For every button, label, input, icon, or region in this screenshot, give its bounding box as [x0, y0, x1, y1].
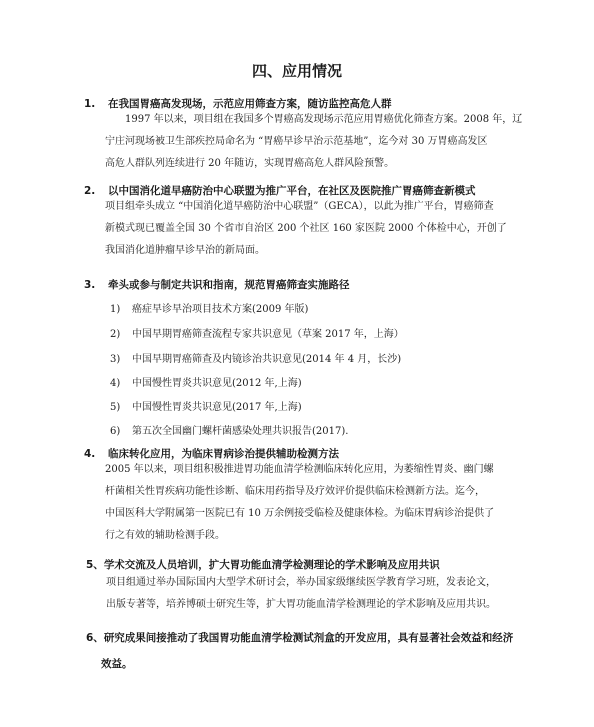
section-number: 2.	[84, 185, 96, 197]
section-number: 5、	[86, 559, 104, 571]
section-heading-text: 效益。	[101, 658, 133, 670]
section-6-heading	[86, 630, 513, 645]
paragraph-line: 我国消化道肿瘤早诊早治的新局面。	[105, 245, 265, 256]
list-item-text: 中国慢性胃炎共识意见(2012 年,上海)	[132, 378, 302, 389]
list-item-number: 4)	[110, 378, 121, 389]
paragraph-line: 出版专著等，培养博硕士研究生等，扩大胃功能血清学检测理论的学术影响及应用共识。	[106, 599, 496, 610]
section-6-heading-continued	[101, 656, 133, 671]
list-item	[110, 422, 348, 437]
section-number: 1.	[84, 98, 96, 110]
list-item-number: 2)	[110, 329, 121, 340]
section-number: 6、	[86, 632, 104, 644]
paragraph-line: 中国医科大学附属第一医院已有 10 万余例接受临检及健康体检。为临床胃病诊治提供了	[105, 508, 495, 519]
list-item-text: 中国早期胃癌筛查流程专家共识意见（草案 2017 年，上海）	[132, 329, 404, 340]
section-3-heading	[84, 277, 350, 292]
section-5-heading	[86, 557, 440, 572]
paragraph-line: 杆菌相关性胃疾病功能性诊断、临床用药指导及疗效评价提供临床检测新方法。迄今，	[105, 486, 485, 497]
list-item-text: 癌症早诊早治项目技术方案(2009 年版)	[132, 304, 309, 315]
list-item	[110, 350, 401, 365]
list-item-number: 6)	[110, 426, 121, 437]
list-item	[110, 300, 308, 315]
paragraph-line: 项目组通过举办国际国内大型学术研讨会，举办国家级继续医学教育学习班，发表论文，	[106, 577, 496, 588]
page-title: 四、应用情况	[251, 62, 342, 80]
list-item-text: 中国慢性胃炎共识意见(2017 年,上海)	[132, 402, 302, 413]
paragraph-line: 宁庄河现场被卫生部疾控局命名为 “胃癌早诊早治示范基地”，迄今对 30 万胃癌高发区	[105, 136, 488, 147]
section-heading-text: 以中国消化道早癌防治中心联盟为推广平台，在社区及医院推广胃癌筛查新模式	[108, 185, 476, 197]
list-item-text: 第五次全国幽门螺杆菌感染处理共识报告(2017).	[132, 426, 349, 437]
section-2-paragraph	[105, 196, 513, 262]
section-1-paragraph	[105, 109, 523, 175]
section-heading-text: 学术交流及人员培训，扩大胃功能血清学检测理论的学术影响及应用共识	[103, 559, 440, 571]
section-number: 4.	[84, 448, 96, 460]
list-item-text: 中国早期胃癌筛查及内镜诊治共识意见(2014 年 4 月，长沙)	[132, 354, 402, 365]
list-item-number: 3)	[110, 354, 121, 365]
list-item	[110, 374, 302, 389]
list-item-number: 1)	[110, 304, 121, 315]
section-4-paragraph	[105, 459, 513, 547]
paragraph-line: 项目组牵头成立 “中国消化道早癌防治中心联盟”（GECA），以此为推广平台，胃癌筛查	[105, 201, 494, 212]
paragraph-line: 2005 年以来，项目组积极推进胃功能血清学检测临床转化应用，为萎缩性胃炎、幽门螺	[105, 464, 494, 475]
section-heading-text: 研究成果间接推动了我国胃功能血清学检测试剂盒的开发应用，具有显著社会效益和经济	[103, 632, 514, 644]
list-item	[110, 398, 302, 413]
paragraph-line: 新模式现已覆盖全国 30 个省市自治区 200 个社区 160 家医院 2000 个体检中心，开创了	[105, 223, 507, 234]
section-heading-text: 牵头或参与制定共识和指南，规范胃癌筛查实施路径	[108, 279, 350, 291]
section-5-paragraph	[106, 572, 514, 616]
paragraph-line: 1997 年以来，项目组在我国多个胃癌高发现场示范应用胃癌优化筛查方案。2008 年，辽	[125, 114, 523, 125]
paragraph-line: 行之有效的辅助检测手段。	[105, 530, 225, 541]
list-item-number: 5)	[110, 402, 121, 413]
section-heading-text: 临床转化应用，为临床胃病诊治提供辅助检测方法	[108, 448, 339, 460]
section-heading-text: 在我国胃癌高发现场，示范应用筛查方案，随访监控高危人群	[108, 98, 392, 110]
section-number: 3.	[84, 279, 96, 291]
paragraph-line: 高危人群队列连续进行 20 年随访，实现胃癌高危人群风险预警。	[105, 158, 395, 169]
list-item	[110, 325, 404, 340]
